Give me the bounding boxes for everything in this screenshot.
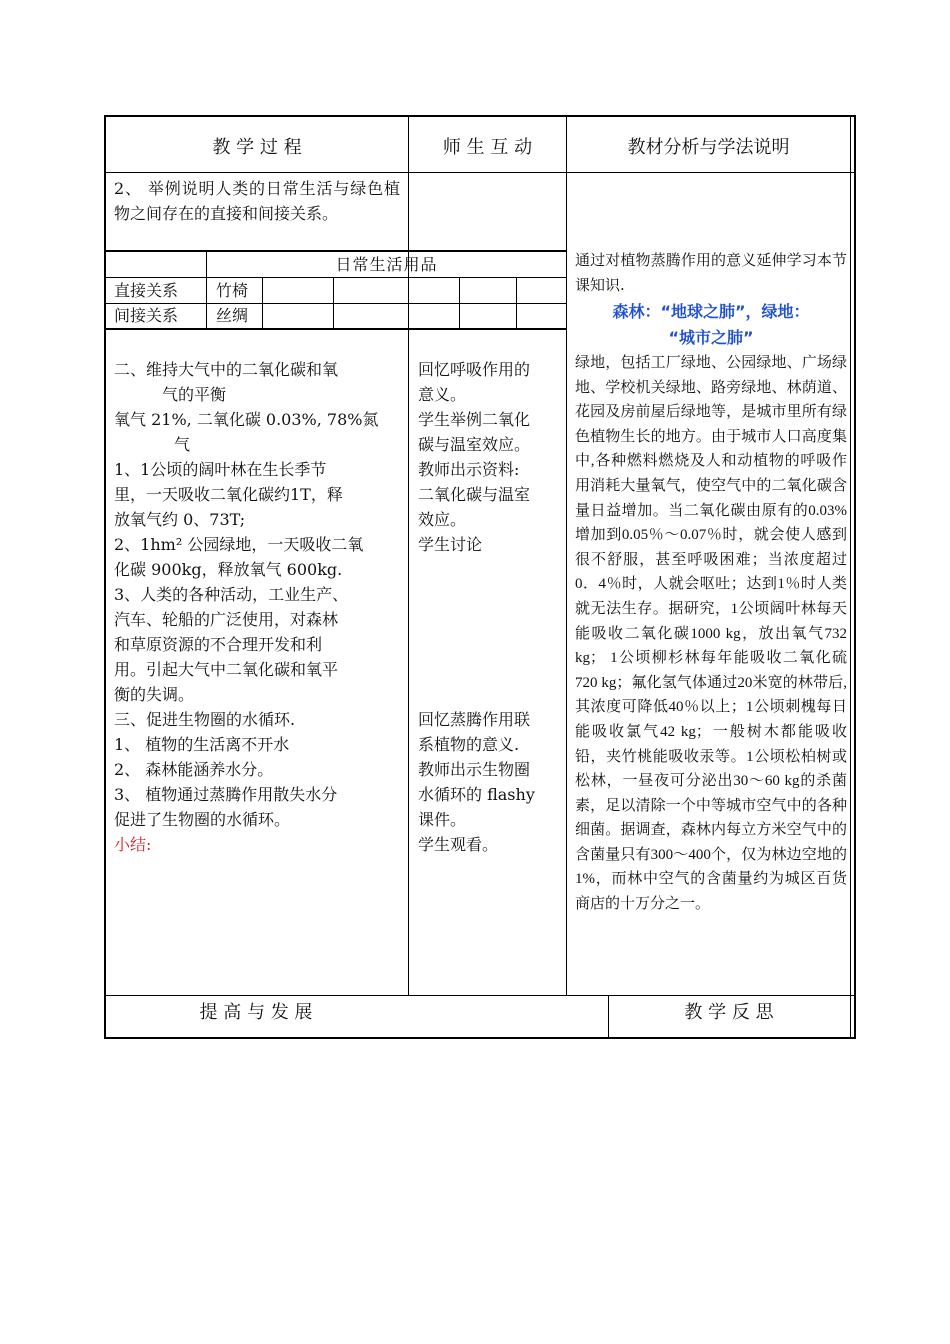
line: 学生讨论 (418, 535, 483, 554)
line: 2、1hm² 公园绿地，一天吸收二氧 (114, 535, 364, 554)
line: 学生观看。 (418, 835, 499, 854)
line: 和草原资源的不合理开发和利 (114, 635, 323, 654)
line: 课件。 (418, 810, 467, 829)
inner-right-border (850, 115, 851, 1039)
line: 二氧化碳与温室 (418, 485, 531, 504)
line: 教师出示生物圈 (418, 760, 531, 779)
line: 教师出示资料: (418, 460, 520, 479)
table-header: 日常生活用品 (335, 255, 438, 274)
line: 促进了生物圈的水循环。 (114, 810, 291, 829)
line: 学生举例二氧化 (418, 410, 531, 429)
footer-development: 提 高 与 发 展 (199, 1002, 313, 1023)
analysis-content (575, 248, 847, 917)
table-col-c (459, 278, 460, 328)
line: 三、促进生物圈的水循环. (114, 710, 296, 729)
slogan-line-1: 森林：“地球之肺”，绿地： (612, 302, 810, 321)
section2-title: 2、 举例说明人类的日常生活与绿色植物之间存在的直接和间接关系。 (114, 179, 400, 223)
line: 1、 植物的生活离不开水 (114, 735, 290, 754)
footer-reflection: 教 学 反 思 (684, 1002, 774, 1023)
header-interaction: 师 生 互 动 (442, 137, 533, 158)
line: 效应。 (418, 510, 467, 529)
line: 衡的失调。 (114, 685, 195, 704)
left-main-content (114, 357, 404, 857)
line: 3、 植物通过蒸腾作用散失水分 (114, 785, 338, 804)
table-col-d (516, 278, 517, 328)
analysis-intro: 通过对植物蒸腾作用的意义延伸学习本节课知识. (575, 251, 847, 294)
line: 氧气 21%, 二氧化碳 0.03%, 78%氮 (114, 410, 379, 429)
line: 1、1公顷的阔叶林在生长季节 (114, 460, 327, 479)
line: 碳与温室效应。 (418, 435, 531, 454)
line: 气的平衡 (162, 385, 227, 404)
line: 系植物的意义. (418, 735, 520, 754)
line: 气 (174, 435, 191, 454)
table-top-rule (104, 250, 566, 252)
table-bottom-rule (104, 328, 566, 330)
summary-label: 小结: (114, 835, 152, 854)
row-indirect-item: 丝绸 (216, 306, 249, 325)
footer-divider (104, 995, 856, 996)
line: 里，一天吸收二氧化碳约1T，释 (114, 485, 343, 504)
row-direct-item: 竹椅 (216, 281, 249, 300)
table-col-a (262, 278, 263, 328)
line: 回忆呼吸作用的 (418, 360, 531, 379)
row-direct-label: 直接关系 (114, 281, 179, 300)
table-row-rule-1 (104, 277, 566, 278)
line: 意义。 (418, 385, 467, 404)
interaction-block-1 (418, 357, 564, 557)
interaction-block-2 (418, 707, 564, 857)
line: 3、人类的各种活动，工业生产、 (114, 585, 349, 604)
line: 汽车、轮船的广泛使用，对森林 (114, 610, 339, 629)
line: 回忆蒸腾作用联 (418, 710, 531, 729)
slogan-line-2: “城市之肺” (668, 328, 754, 347)
analysis-body: 绿地，包括工厂绿地、公园绿地、广场绿地、学校机关绿地、路旁绿地、林荫道、花园及房前屋后绿地等，是城市里所有绿色植物生长的地方。由于城市人口高度集中,各种燃料燃烧及人和动植物的呼吸作用消耗大量氧气，使空气中的二氧化碳含量日益增加。当二氧化碳由原有的0.03%增加到0.05％～0.07％时，就会使人感到很不舒服，甚至呼吸困难；当浓度超过0．4％时，人就会呕吐；达到1％时人类就无法生存。据研究，1公顷阔叶林每天能吸收二氧化碳1000 kg，放出氧气732 kg； 1公顷柳杉林每年能吸收二氧化硫720 kg；氟化氢气体通过20米宽的林带后,其浓度可降低40％以上；1公顷刺槐每日能吸收氯气42 kg；一般树木都能吸收铅，夹竹桃能吸收汞等。1公顷松柏树或松林，一昼夜可分泌出30～60 kg的杀菌素，足以清除一个中等城市空气中的各种细菌。据调查，森林内每立方米空气中的含菌量只有300～400个，仅为林边空地的1%，而林中空气的含菌量约为城区百货商店的十万分之一。 (575, 355, 847, 913)
line: 放氧气约 0、73T; (114, 510, 246, 529)
row-indirect-label: 间接关系 (114, 306, 179, 325)
col-divider-2 (566, 115, 567, 995)
line: 化碳 900kg，释放氧气 600kg. (114, 560, 343, 579)
line: 用。引起大气中二氧化碳和氧平 (114, 660, 339, 679)
col-divider-1 (408, 115, 409, 995)
line: 2、 森林能涵养水分。 (114, 760, 274, 779)
header-divider (104, 172, 856, 173)
table-col-b (333, 278, 334, 328)
line: 二、维持大气中的二氧化碳和氧 (114, 360, 339, 379)
header-analysis: 教材分析与学法说明 (627, 137, 790, 158)
line: 水循环的 flashy (418, 785, 535, 804)
header-teaching-process: 教 学 过 程 (212, 137, 302, 158)
